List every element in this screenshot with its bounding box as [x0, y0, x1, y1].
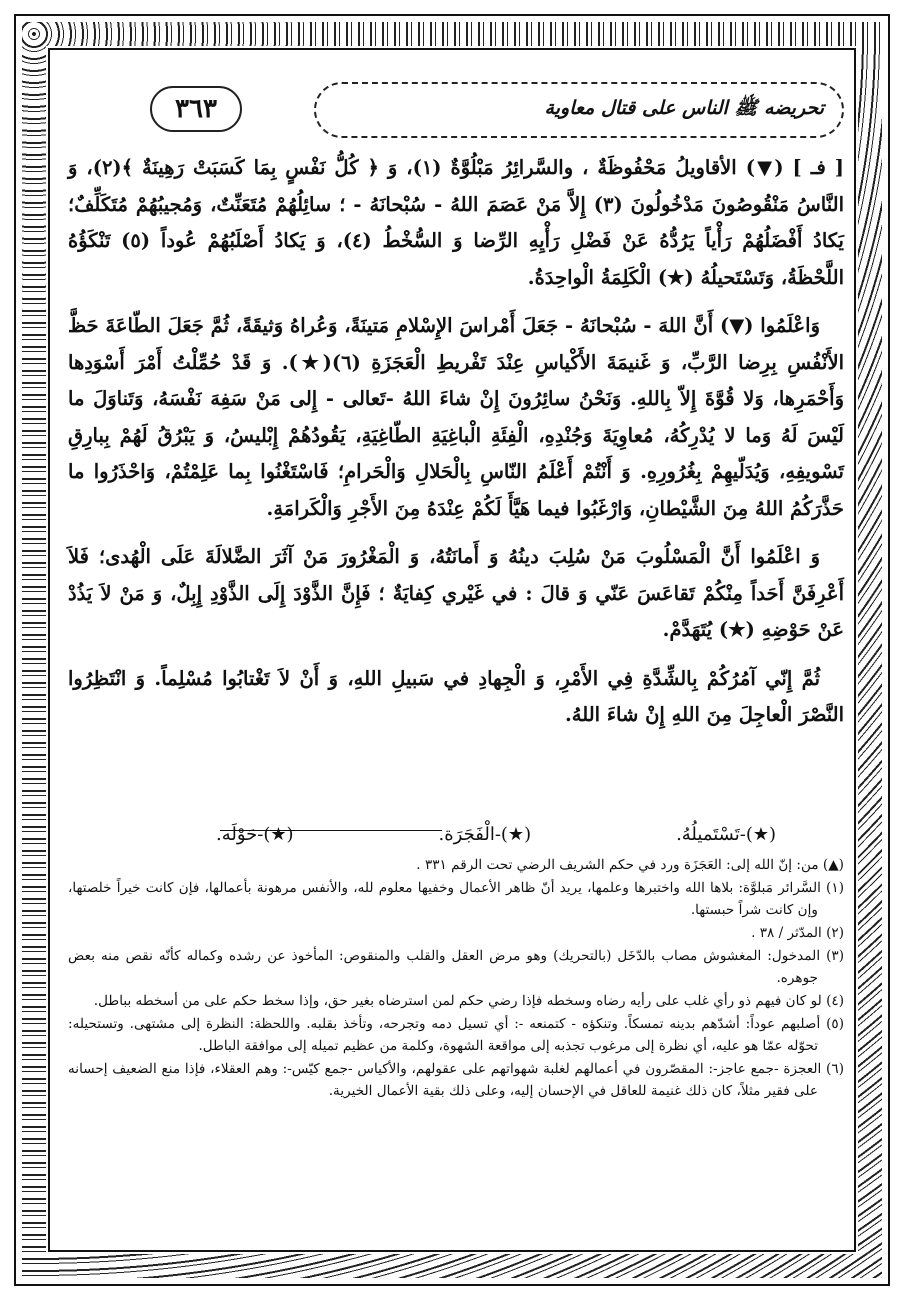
variant-reading: (★)-الْفَجَرَة. [438, 824, 532, 845]
main-text [68, 150, 844, 746]
running-header [314, 82, 844, 138]
paragraph-1: [ فـ ] (▼) الأقاويلُ مَحْفُوظَةٌ ، والسَّرائِرُ مَبْلُوَّةٌ (١)، وَ ﴿ كُلُّ نَفْسٍ بِمَا كَسَبَتْ رَهِينَةٌ ﴾(٢)، وَ النَّاسُ مَنْقُوصُونَ مَدْخُولُونَ (٣) إِلاَّ مَنْ عَصَمَ اللهُ - سُبْحانَهُ - ؛ سائِلُهُمْ مُتَعَنِّتٌ، وَمُجيبُهُمْ مُتَكَلِّفٌ؛ يَكادُ أَفْضَلُهُمْ رَأْياً يَرُدُّهُ عَنْ فَضْلِ رَأْيِهِ الرِّضا وَ السُّخْطُ (٤)، وَ يَكادُ أَصْلَبُهُمْ عُوداً (٥) تَنْكَؤُهُ اللَّحْظَةُ، وَتَسْتَحيلُهُ (★) الْكَلِمَةُ الْواحِدَةُ. [68, 156, 844, 289]
paragraph-4: ثُمَّ إِنّي آمُرُكُمْ بِالشِّدَّةِ فِي الأَمْرِ، وَ الْجِهادِ في سَبيلِ اللهِ، وَ أَنْ لاَ تَغْتابُوا مُسْلِماً. وَ انْتَظِرُوا النَّصْرَ الْعاجِلَ مِنَ اللهِ إِنْ شاءَ اللهُ. [68, 666, 844, 726]
variant-readings [216, 824, 776, 845]
footnote: (▲) من: إنّ الله إلى: العَجَزَة ورد في حكم الشريف الرضي تحت الرقم ٣٣١ . [416, 857, 844, 873]
book-page [58, 58, 846, 1242]
footnote: (٤) لو كان فيهم ذو رأي غلب على رأيه رضاه وسخطه فإذا رضي حكم لمن استرضاه بغير حق، وإذا سخط حكم على من أسخطه بباطل. [93, 993, 844, 1009]
variant-reading: (★)-حَوْلَه. [216, 824, 294, 845]
paragraph-2: وَاعْلَمُوا (▼) أَنَّ اللهَ - سُبْحانَهُ - جَعَلَ أَمْراسَ الإِسْلامِ مَتينَةً، وَعُراهُ وَثيقَةً، ثُمَّ جَعَلَ الطّاعَةَ حَظَّ الأَنْفُسِ بِرِضا الرَّبِّ، وَ غَنيمَةَ الأَكْياسِ عِنْدَ تَفْريطِ الْعَجَزَةِ (٦)(★). وَ قَدْ حُمِّلْتُ أَمْرَ أَسْوَدِها وَأَحْمَرِها، وَلا قُوَّةَ إِلاّ بِاللهِ. وَنَحْنُ سائِرُونَ إِنْ شاءَ اللهُ -تَعالى - إِلى مَنْ سَفِهَ نَفْسَهُ، وَتَناوَلَ ما لَيْسَ لَهُ وَما لا يُدْرِكُهُ، مُعاوِيَةَ وَجُنْدِهِ، الْفِئَةِ الْباغِيَةِ الطّاغِيَةِ، يَقُودُهُمْ إِبْليسُ، وَ يَبْرُقُ لَهُمْ بِبارِقِ تَسْويفِهِ، وَيُدَلّيهِمْ بِغُرُورِهِ. وَ أَنْتُمْ أَعْلَمُ النّاسِ بِالْحَلالِ وَالْحَرامِ؛ فَاسْتَغْنُوا بِما عَلِمْتُمْ، وَاحْذَرُوا ما حَذَّرَكُمُ اللهُ مِنَ الشَّيْطانِ، وَارْغَبُوا فيما هَيَّأَ لَكُمْ عِنْدَهُ مِنَ الأَجْرِ وَالْكَرامَةِ. [68, 314, 844, 520]
footnote: (٥) أصلبهم عوداً: أشدّهم بدينه تمسكاً. وتنكؤه - كتمنعه -: أي تسيل دمه وتجرحه، وتأخذ بقلبه. واللحظة: النظرة إلى مشتهى. وتستحيله: تحوّله عمّا هو عليه، أي نظرة إلى مرغوب تجذبه إلى مواقعة الشهوة، وكلمة من عظيم تميله إلى موافقة الباطل. [68, 1016, 844, 1054]
header-title: تحريضه ﷺ الناس على قتال معاوية [544, 97, 824, 119]
footnotes [68, 854, 844, 1103]
footnote: (٢) المدّثر / ٣٨ . [751, 925, 844, 941]
footnote: (٦) العجزة -جمع عاجز-: المقصّرون في أعمالهم لغلبة شهواتهم على عقولهم، والأكياس -جمع كيّس-: وهم العقلاء، فإذا منع الضعيف إحسانه على فقير مثلاً، كان ذلك غنيمة للعاقل في الإحسان إليه، وعلى ذلك بقية الأعمال الخيرية. [68, 1061, 844, 1099]
page-number: ٣٦٣ [150, 86, 242, 132]
footnote: (١) السَّرائر مَبلوَّة: بلاها الله واختبرها وعلمها، يريد أنّ ظاهر الأعمال وخفيها معلوم لله، والأنفس مرهونة بأعمالها، فإن كانت خيراً خلصتها، وإن كانت شراً حبستها. [68, 880, 844, 918]
variant-reading: (★)-تَسْتَميلُهُ. [676, 824, 776, 845]
footnote: (٣) المدخول: المغشوش مصاب بالدّخَل (بالتحريك) وهو مرض العقل والقلب والمنقوص: المأخوذ عن رشده وكماله كأنّه نقص منه بعض جوهره. [68, 948, 844, 986]
paragraph-3: وَ اعْلَمُوا أَنَّ الْمَسْلُوبَ مَنْ سُلِبَ دينُهُ وَ أَمانَتُهُ، وَ الْمَغْرُورَ مَنْ آثَرَ الضَّلالَةَ عَلَى الْهُدى؛ فَلاَ أَعْرِفَنَّ أَحَداً مِنْكُمْ تَقاعَسَ عَنّي وَ قالَ : في غَيْري كِفايَةٌ ؛ فَإِنَّ الذَّوْدَ إِلَى الذَّوْدِ إِبِلٌ، وَ مَنْ لاَ يَذُدْ عَنْ حَوْضِهِ (★) يُتَهَدَّمْ. [68, 545, 844, 641]
